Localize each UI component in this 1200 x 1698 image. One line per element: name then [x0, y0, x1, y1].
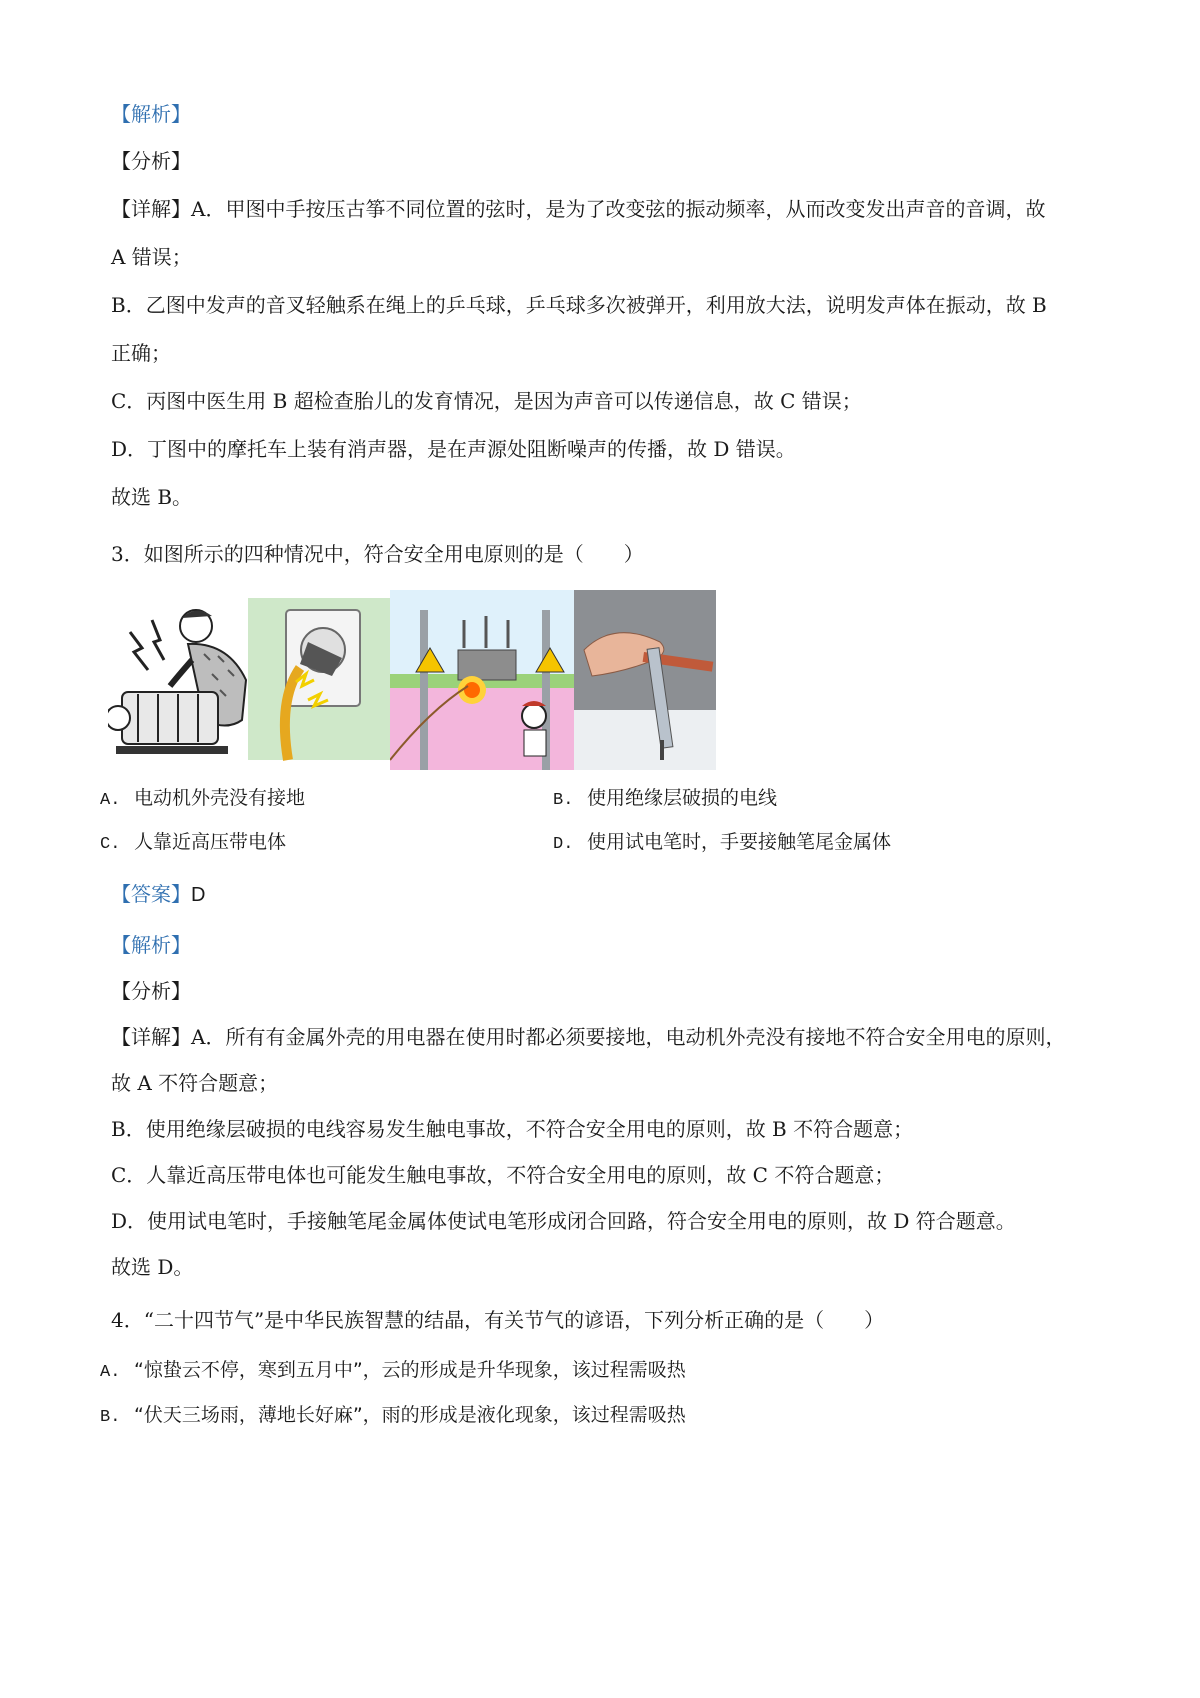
damaged-wire-figure — [248, 590, 394, 770]
q3-option-a — [100, 784, 305, 815]
detail-line-d: D．丁图中的摩托车上装有消声器，是在声源处阻断噪声的传播，故 D 错误。 — [111, 437, 796, 461]
detail-line-a1: 【详解】A．甲图中手按压古筝不同位置的弦时，是为了改变弦的振动频率，从而改变发出声音的音调，故 — [111, 197, 1046, 221]
motor-figure — [108, 590, 266, 770]
fenxi-tag: 【分析】 — [111, 979, 191, 1003]
q4-option-a — [100, 1356, 686, 1387]
detail-line-a2: A 错误； — [111, 245, 192, 269]
option-key: B. — [100, 1408, 121, 1427]
option-text: 使用绝缘层破损的电线 — [587, 787, 778, 809]
option-key: B. — [553, 791, 574, 810]
answer-value: D — [191, 884, 206, 906]
option-text: “伏天三场雨，薄地长好麻”，雨的形成是液化现象，该过程需吸热 — [134, 1404, 686, 1426]
option-key: C. — [100, 835, 121, 854]
q3-option-d — [553, 828, 891, 859]
option-key: A. — [100, 791, 121, 810]
question-3-figures — [108, 590, 788, 770]
detail-line-c: C．丙图中医生用 B 超检查胎儿的发育情况，是因为声音可以传递信息，故 C 错误； — [111, 389, 862, 413]
high-voltage-figure — [390, 590, 574, 770]
option-text: “惊蛰云不停，寒到五月中”，云的形成是升华现象，该过程需吸热 — [134, 1359, 686, 1381]
option-key: D. — [553, 835, 574, 854]
q3-detail-c: C．人靠近高压带电体也可能发生触电事故，不符合安全用电的原则，故 C 不符合题意； — [111, 1163, 895, 1187]
q3-detail-d: D．使用试电笔时，手接触笔尾金属体使试电笔形成闭合回路，符合安全用电的原则，故 D 符合题意。 — [111, 1209, 1016, 1233]
fenxi-tag: 【分析】 — [111, 149, 191, 173]
conclusion: 故选 B。 — [111, 485, 193, 509]
q3-detail-a1: 【详解】A．所有有金属外壳的用电器在使用时都必须要接地，电动机外壳没有接地不符合安全用电的原则， — [111, 1025, 1066, 1049]
option-text: 使用试电笔时，手要接触笔尾金属体 — [587, 831, 892, 853]
detail-line-b2: 正确； — [111, 341, 171, 365]
q4-option-b — [100, 1401, 686, 1432]
option-text: 电动机外壳没有接地 — [134, 787, 306, 809]
option-key: A. — [100, 1363, 121, 1382]
q3-option-c — [100, 828, 286, 859]
q3-detail-b: B．使用绝缘层破损的电线容易发生触电事故，不符合安全用电的原则，故 B 不符合题意； — [111, 1117, 914, 1141]
analysis-tag: 【解析】 — [111, 933, 191, 957]
q3-detail-a2: 故 A 不符合题意； — [111, 1071, 279, 1095]
detail-line-b1: B．乙图中发声的音叉轻触系在绳上的乒乓球，乒乓球多次被弹开，利用放大法，说明发声体在振动，故 B — [111, 293, 1047, 317]
q3-conclusion: 故选 D。 — [111, 1255, 194, 1279]
test-pen-figure — [574, 590, 716, 770]
answer-tag: 【答案】 — [111, 882, 191, 906]
q3-option-b — [553, 784, 777, 815]
question-4-stem: 4．“二十四节气”是中华民族智慧的结晶，有关节气的谚语，下列分析正确的是（ ） — [111, 1308, 885, 1332]
answer-line — [111, 880, 205, 909]
question-3-stem: 3．如图所示的四种情况中，符合安全用电原则的是（ ） — [111, 542, 644, 566]
analysis-tag: 【解析】 — [111, 102, 191, 126]
option-text: 人靠近高压带电体 — [134, 831, 287, 853]
